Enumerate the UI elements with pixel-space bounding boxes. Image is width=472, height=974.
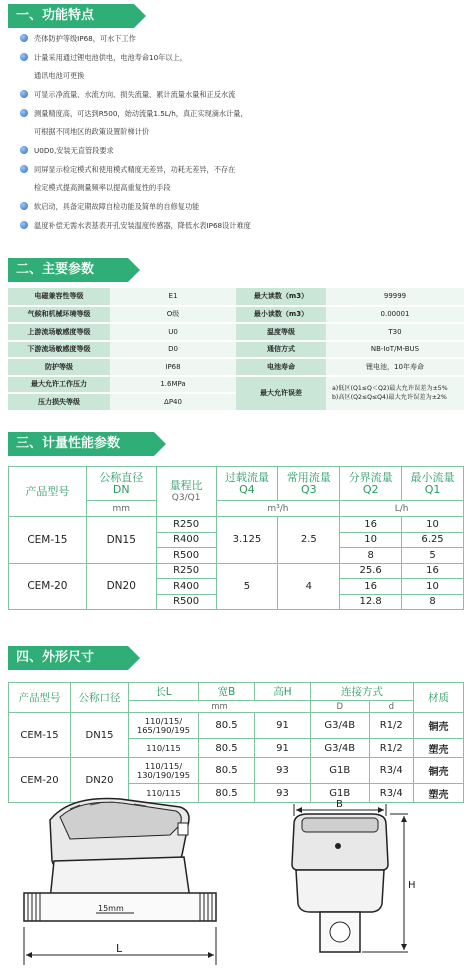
meter-side-view-drawing xyxy=(10,795,230,970)
section-title-dimensions: 四、外形尺寸 xyxy=(8,646,128,670)
label-L: L xyxy=(116,942,123,955)
feature-item: 同屏显示检定模式和使用模式精度无差异，功耗无差异，不存在 检定模式提高测量频率以提高重复性的手段 xyxy=(14,165,464,192)
table-row: 电磁兼容性等级 E1 最大读数（m3） 99999 xyxy=(8,288,464,306)
table-row: 110/115 80.5 93 G1B R3/4 塑壳 xyxy=(9,784,464,803)
table-row: R500 8 5 xyxy=(9,548,464,564)
section-title-params: 二、主要参数 xyxy=(8,258,128,282)
col-model: 产品型号 xyxy=(9,467,87,517)
table-row: R400 10 6.25 xyxy=(9,532,464,548)
max-error-label: 最大允许误差 xyxy=(236,376,326,411)
table-row: 气候和机械环境等级 O级 最小读数（m3） 0.00001 xyxy=(8,306,464,324)
table-row: CEM-15 DN15 110/115/ 165/190/195 80.5 91 G3/4B R1/2 铜壳 xyxy=(9,713,464,739)
bullet-icon xyxy=(20,221,28,229)
feature-item: U0D0,安装无直管段要求 xyxy=(14,146,464,155)
section-title-metering: 三、计量性能参数 xyxy=(8,432,154,456)
bullet-icon xyxy=(20,109,28,117)
feature-item: 测量精度高，可达到R500，始动流量1.5L/h，真正实现滴水计量， 可根据不同地区的政策设置阶梯计价 xyxy=(14,109,464,136)
table-row: R400 16 10 xyxy=(9,579,464,595)
table-row: 上游流场敏感度等级 U0 温度等级 T30 xyxy=(8,323,464,341)
table-row: 最大允许工作压力 1.6MPa 最大允许误差 a)低区(Q1≤Q＜Q2)最大允许误差为±5% b)高区(Q2≤Q≤Q4)最大允许误差为±2% xyxy=(8,376,464,394)
feature-item: 计量采用通过锂电池供电，电池寿命10年以上， 通讯电池可更换 xyxy=(14,53,464,80)
feature-item: 可显示净流量、水流方向、损失流量、累计流量水量和正反水流 xyxy=(14,90,464,99)
meter-front-view-drawing xyxy=(272,800,422,970)
bullet-icon xyxy=(20,90,28,98)
feature-item: 壳体防护等级IP68，可水下工作 xyxy=(14,34,464,43)
bullet-icon xyxy=(20,165,28,173)
label-H: H xyxy=(408,880,416,891)
max-error-value: a)低区(Q1≤Q＜Q2)最大允许误差为±5% b)高区(Q2≤Q≤Q4)最大允许误差为±2% xyxy=(326,376,464,411)
metering-table: 产品型号 公称直径 DN 量程比 Q3/Q1 过载流量 Q4 常用流量 Q3 分界流量 Q2 最小流量 Q1 mm m³/h L/h CEM-15 DN15 R250 3.125 2.5 16 10 R400 10 6.25 R500 8 5 CEM-20 DN20 R250 5 4 25.6 16 R400 16 10 R500 12.8 8 xyxy=(8,466,464,610)
label-B: B xyxy=(336,800,343,810)
dimensions-table: 产品型号 公称口径 长L 宽B 高H 连接方式 材质 mm D d CEM-15 DN15 110/115/ 165/190/195 80.5 91 G3/4B R1/2 铜壳 110/115 80.5 91 G3/4B R1/2 塑壳 CEM-20 DN20 110/115/ 130/190/195 80.5 93 G1B R3/4 铜壳 110/115 80.5 93 G1B R3/4 塑壳 xyxy=(8,682,464,803)
feature-list xyxy=(14,34,464,240)
feature-item: 软启动，具备定期故障自检功能及简单的自修复功能 xyxy=(14,202,464,211)
table-row: R500 12.8 8 xyxy=(9,594,464,610)
bullet-icon xyxy=(20,202,28,210)
table-row: 110/115 80.5 91 G3/4B R1/2 塑壳 xyxy=(9,739,464,758)
section-title-features: 一、功能特点 xyxy=(8,4,134,28)
bullet-icon xyxy=(20,34,28,42)
bullet-icon xyxy=(20,146,28,154)
bullet-icon xyxy=(20,53,28,61)
table-row: 防护等级 IP68 电池寿命 锂电池，10年寿命 xyxy=(8,358,464,376)
table-row: CEM-20 DN20 R250 5 4 25.6 16 xyxy=(9,563,464,579)
label-15mm: 15mm xyxy=(98,904,124,913)
table-row: 下游流场敏感度等级 D0 通信方式 NB-IoT/M-BUS xyxy=(8,341,464,359)
main-params-table xyxy=(8,288,464,412)
table-row: 压力损失等级 ΔP40 xyxy=(8,393,464,411)
table-row: CEM-15 DN15 R250 3.125 2.5 16 10 xyxy=(9,517,464,533)
table-row: CEM-20 DN20 110/115/ 130/190/195 80.5 93 G1B R3/4 铜壳 xyxy=(9,758,464,784)
feature-item: 温度补偿无需水表基表开孔安装温度传感器，降低水表IP68设计难度 xyxy=(14,221,464,230)
